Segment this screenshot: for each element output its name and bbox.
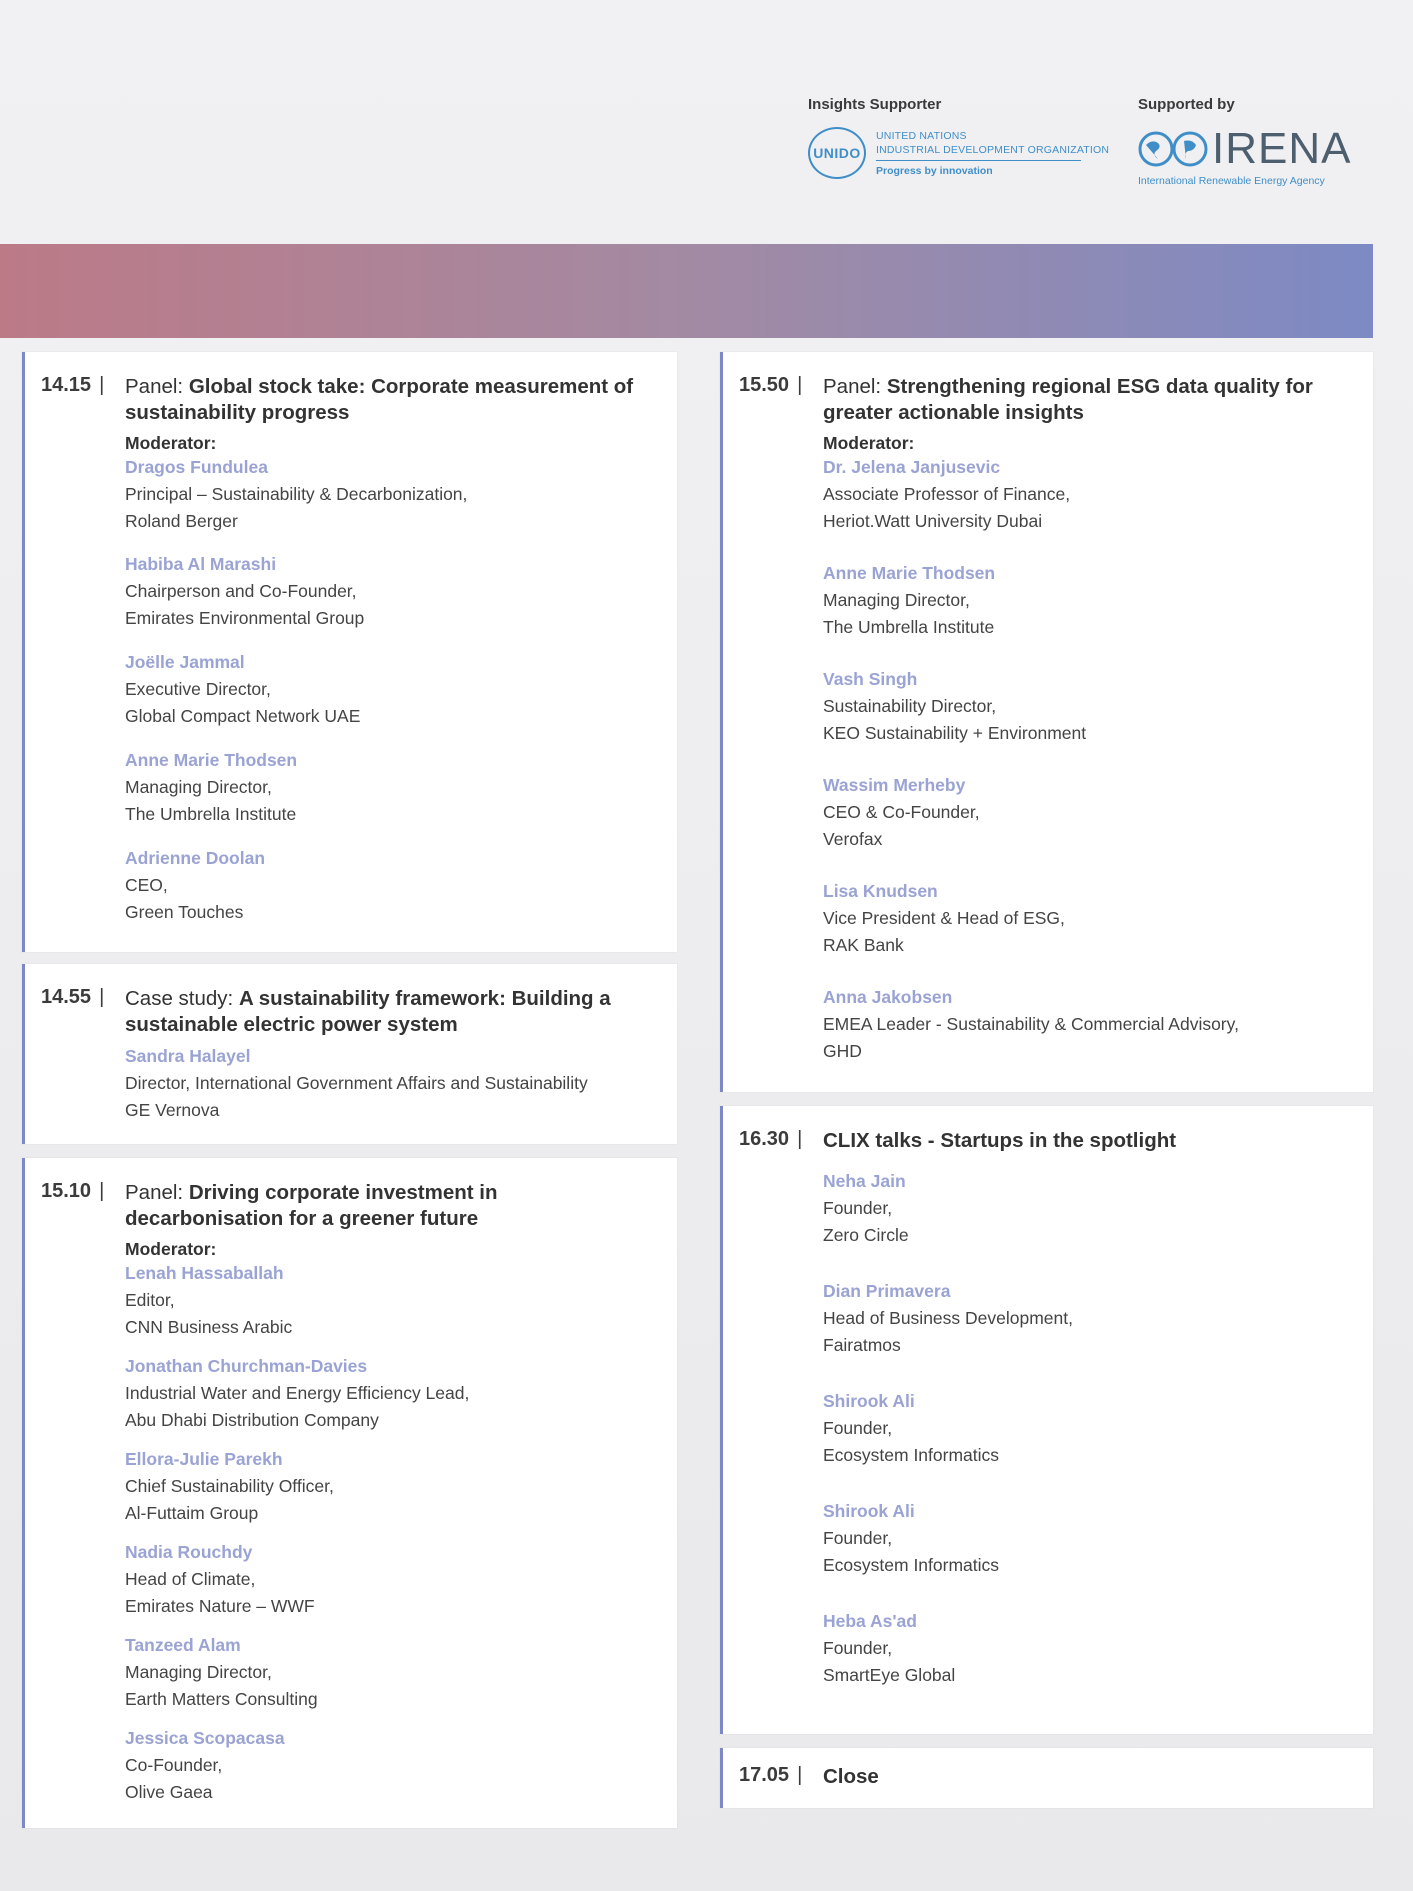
person-name: Dian Primavera xyxy=(823,1281,951,1301)
speaker: Sandra Halayel Director, International Government Affairs and Sustainability GE Vernova xyxy=(125,1043,588,1124)
session-time: 14.15 | xyxy=(41,374,105,396)
person-name: Ellora-Julie Parekh xyxy=(125,1449,283,1469)
session-card-1705 xyxy=(720,1748,1373,1808)
session-heading: Case study: A sustainability framework: Building a sustainable electric power system xyxy=(125,987,611,1036)
session-time: 17.05 | xyxy=(739,1764,803,1786)
moderator: Dragos Fundulea Principal – Sustainability & Decarbonization, Roland Berger xyxy=(125,454,467,535)
insights-supporter xyxy=(808,96,1109,179)
session-heading: Panel: Driving corporate investment in decarbonisation for a greener future xyxy=(125,1181,498,1230)
session-heading: CLIX talks - Startups in the spotlight xyxy=(823,1129,1177,1152)
speaker: Ellora-Julie Parekh Chief Sustainability Officer, Al-Futtaim Group xyxy=(125,1446,469,1527)
irena-logo xyxy=(1138,124,1352,173)
session-card-1550 xyxy=(720,352,1373,1092)
person-name: Dragos Fundulea xyxy=(125,457,268,477)
speaker: Adrienne Doolan CEO, Green Touches xyxy=(125,845,467,926)
session-card-1415 xyxy=(22,352,677,952)
person-name: Joëlle Jammal xyxy=(125,652,245,672)
person-name: Lisa Knudsen xyxy=(823,881,938,901)
unido-tagline: Progress by innovation xyxy=(876,165,993,177)
speaker: Joëlle Jammal Executive Director, Global Compact Network UAE xyxy=(125,649,467,730)
moderator-label: Moderator: xyxy=(125,433,217,453)
person-name: Vash Singh xyxy=(823,669,918,689)
supported-by xyxy=(1138,96,1351,187)
person-name: Neha Jain xyxy=(823,1171,906,1191)
speaker: Anne Marie Thodsen Managing Director, The Umbrella Institute xyxy=(125,747,467,828)
moderator: Dr. Jelena Janjusevic Associate Professor of Finance, Heriot.Watt University Dubai xyxy=(823,454,1239,535)
person-name: Habiba Al Marashi xyxy=(125,554,277,574)
person-name: Shirook Ali xyxy=(823,1501,915,1521)
unido-line2: INDUSTRIAL DEVELOPMENT ORGANIZATION xyxy=(876,144,1110,156)
person-name: Adrienne Doolan xyxy=(125,848,266,868)
insights-supporter-title: Insights Supporter xyxy=(808,96,942,113)
speaker: Dian Primavera Head of Business Development, Fairatmos xyxy=(823,1278,1073,1359)
person-name: Lenah Hassaballah xyxy=(125,1263,284,1283)
irena-subtitle: International Renewable Energy Agency xyxy=(1138,175,1325,187)
speaker: Jonathan Churchman-Davies Industrial Water and Energy Efficiency Lead, Abu Dhabi Distribution Company xyxy=(125,1353,469,1434)
person-name: Jonathan Churchman-Davies xyxy=(125,1356,368,1376)
person-name: Nadia Rouchdy xyxy=(125,1542,253,1562)
globe-icon xyxy=(1138,131,1210,167)
session-time: 16.30 | xyxy=(739,1128,803,1150)
speaker: Heba As'ad Founder, SmartEye Global xyxy=(823,1608,1073,1689)
person-name: Dr. Jelena Janjusevic xyxy=(823,457,1001,477)
speaker: Vash Singh Sustainability Director, KEO Sustainability + Environment xyxy=(823,666,1239,747)
person-name: Anna Jakobsen xyxy=(823,987,953,1007)
session-time: 15.10 | xyxy=(41,1180,105,1202)
unido-line1: UNITED NATIONS xyxy=(876,130,967,142)
unido-logo xyxy=(808,127,1109,179)
session-heading: Panel: Strengthening regional ESG data quality for greater actionable insights xyxy=(823,375,1313,424)
person-name: Heba As'ad xyxy=(823,1611,917,1631)
speaker: Neha Jain Founder, Zero Circle xyxy=(823,1168,1073,1249)
un-emblem-icon: UNIDO xyxy=(808,127,866,179)
session-time: 14.55 | xyxy=(41,986,105,1008)
speaker: Nadia Rouchdy Head of Climate, Emirates Nature – WWF xyxy=(125,1539,469,1620)
speaker: Tanzeed Alam Managing Director, Earth Matters Consulting xyxy=(125,1632,469,1713)
session-heading: Close xyxy=(823,1765,879,1788)
person-name: Jessica Scopacasa xyxy=(125,1728,285,1748)
sponsor-header xyxy=(808,96,1368,196)
session-time: 15.50 | xyxy=(739,374,803,396)
speaker: Habiba Al Marashi Chairperson and Co-Founder, Emirates Environmental Group xyxy=(125,551,467,632)
speaker: Shirook Ali Founder, Ecosystem Informatics xyxy=(823,1388,1073,1469)
irena-wordmark: IRENA xyxy=(1212,124,1352,173)
session-card-1630 xyxy=(720,1106,1373,1734)
moderator-label: Moderator: xyxy=(125,1239,217,1259)
session-card-1510 xyxy=(22,1158,677,1828)
person-name: Anne Marie Thodsen xyxy=(823,563,996,583)
header-band xyxy=(0,244,1373,338)
person-name: Anne Marie Thodsen xyxy=(125,750,298,770)
person-name: Tanzeed Alam xyxy=(125,1635,241,1655)
moderator: Lenah Hassaballah Editor, CNN Business Arabic xyxy=(125,1260,469,1341)
session-card-1455 xyxy=(22,964,677,1144)
speaker: Shirook Ali Founder, Ecosystem Informatics xyxy=(823,1498,1073,1579)
speaker: Jessica Scopacasa Co-Founder, Olive Gaea xyxy=(125,1725,469,1806)
speaker: Wassim Merheby CEO & Co-Founder, Verofax xyxy=(823,772,1239,853)
moderator-label: Moderator: xyxy=(823,433,915,453)
person-name: Wassim Merheby xyxy=(823,775,966,795)
supported-by-title: Supported by xyxy=(1138,96,1235,113)
speaker: Anna Jakobsen EMEA Leader - Sustainability & Commercial Advisory, GHD xyxy=(823,984,1239,1065)
session-heading: Panel: Global stock take: Corporate measurement of sustainability progress xyxy=(125,375,634,424)
person-name: Shirook Ali xyxy=(823,1391,915,1411)
speaker: Anne Marie Thodsen Managing Director, The Umbrella Institute xyxy=(823,560,1239,641)
speaker: Lisa Knudsen Vice President & Head of ESG, RAK Bank xyxy=(823,878,1239,959)
person-name: Sandra Halayel xyxy=(125,1046,251,1066)
